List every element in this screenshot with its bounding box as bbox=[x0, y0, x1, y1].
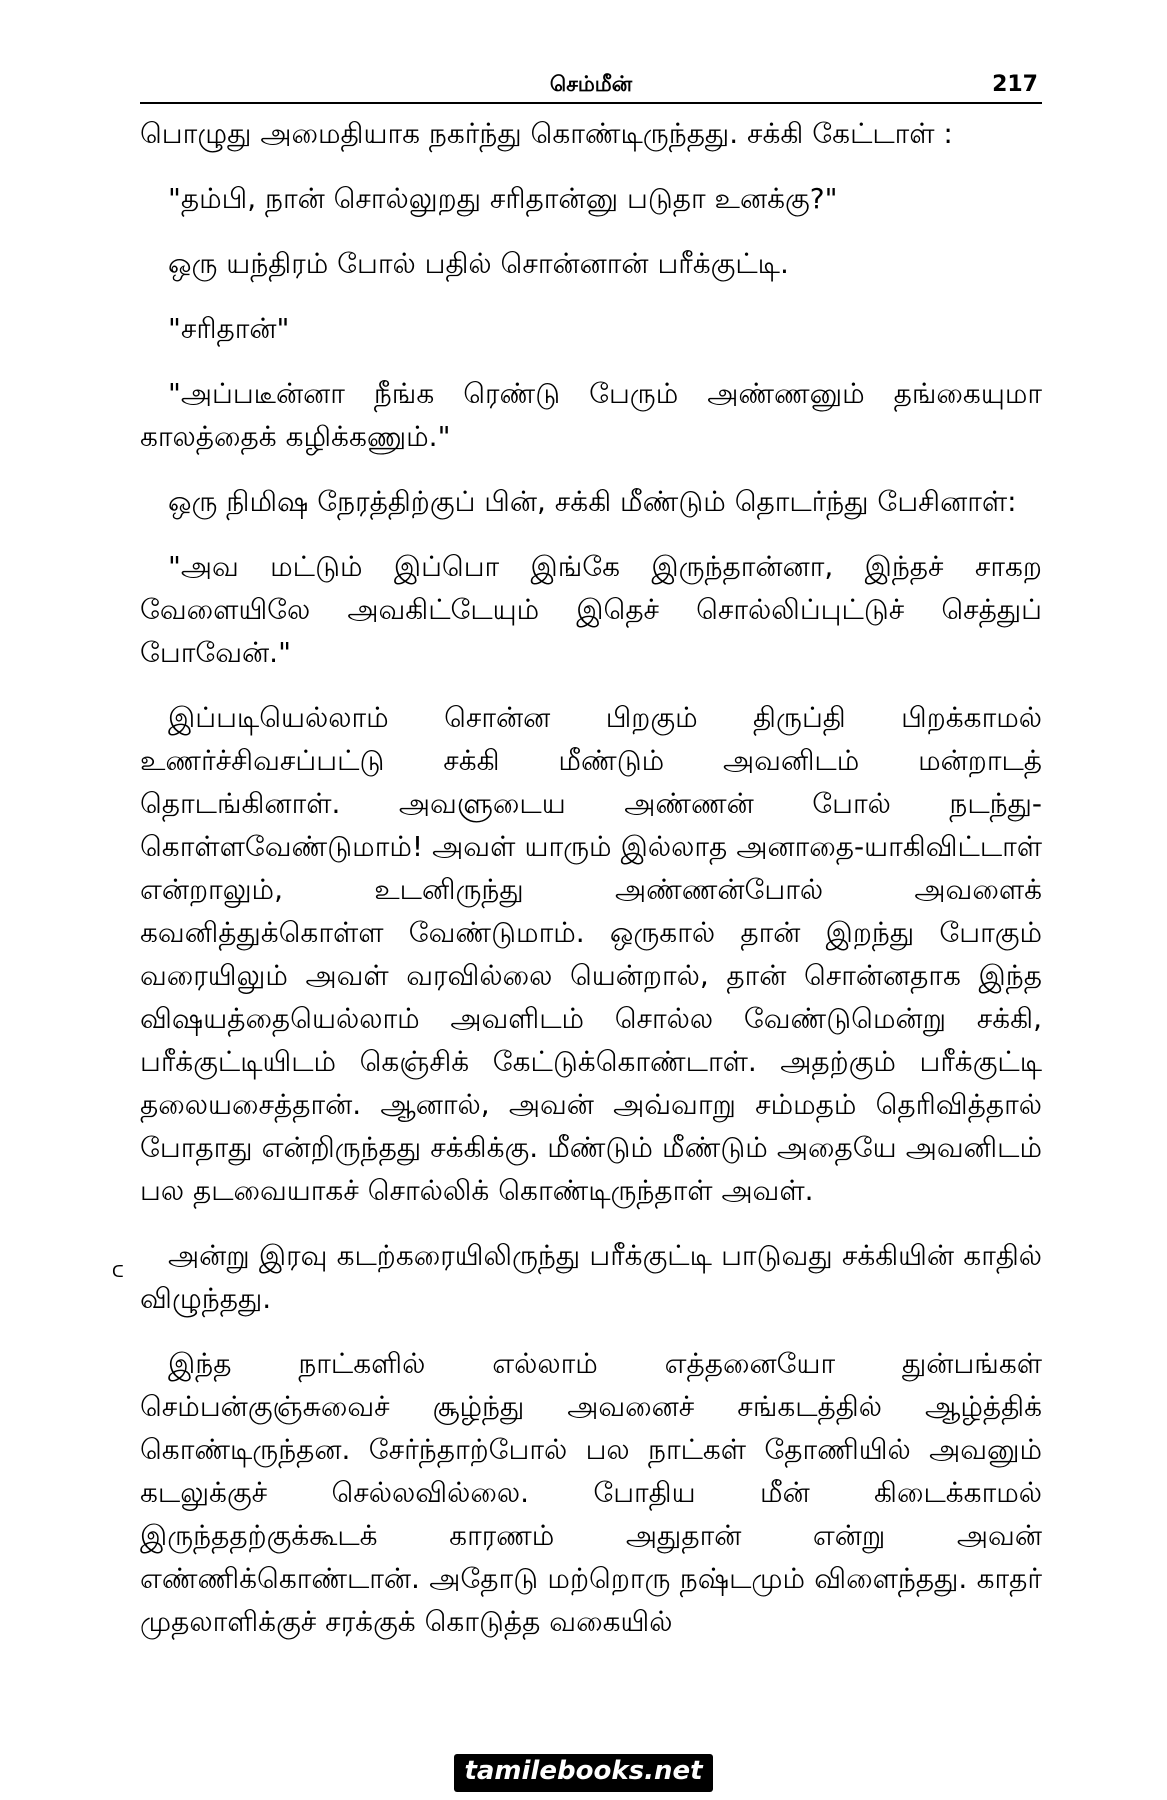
watermark bbox=[0, 1754, 1167, 1792]
watermark-label: tamilebooks.net bbox=[454, 1754, 712, 1792]
paragraph: ஒரு நிமிஷ நேரத்திற்குப் பின், சக்கி மீண்டும் தொடர்ந்து பேசினாள்: bbox=[168, 485, 1017, 518]
paragraph: இப்படியெல்லாம் சொன்ன பிறகும் திருப்தி பிறக்காமல் உணர்ச்சிவசப்பட்டு சக்கி மீண்டும் அவனிடம் மன்றாடத் தொடங்கினாள். அவளுடைய அண்ணன் போல் நடந்து-கொள்ளவேண்டுமாம்! அவள் யாரும் இல்லாத அனாதை-யாகிவிட்டாள் என்றாலும், உடனிருந்து அண்ணன்போல் அவளைக் கவனித்துக்கொள்ள வேண்டுமாம். ஒருகால் தான் இறந்து போகும் வரையிலும் அவள் வரவில்லை யென்றால், தான் சொன்னதாக இந்த விஷயத்தையெல்லாம் அவளிடம் சொல்ல வேண்டுமென்று சக்கி, பரீக்குட்டியிடம் கெஞ்சிக் கேட்டுக்கொண்டாள். அதற்கும் பரீக்குட்டி தலையசைத்தான். ஆனால், அவன் அவ்வாறு சம்மதம் தெரிவித்தால் போதாது என்றிருந்தது சக்கிக்கு. மீண்டும் மீண்டும் அதையே அவனிடம் பல தடவையாகச் சொல்லிக் கொண்டிருந்தாள் அவள். bbox=[140, 701, 1042, 1207]
page-number: 217 bbox=[992, 72, 1038, 97]
paragraph: இந்த நாட்களில் எல்லாம் எத்தனையோ துன்பங்கள் செம்பன்குஞ்சுவைச் சூழ்ந்து அவனைச் சங்கடத்தில் ஆழ்த்திக் கொண்டிருந்தன. சேர்ந்தாற்போல் பல நாட்கள் தோணியில் அவனும் கடலுக்குச் செல்லவில்லை. போதிய மீன் கிடைக்காமல் இருந்ததற்குக்கூடக் காரணம் அதுதான் என்று அவன் எண்ணிக்கொண்டான். அதோடு மற்றொரு நஷ்டமும் விளைந்தது. காதர் முதலாளிக்குச் சரக்குக் கொடுத்த வகையில் bbox=[140, 1347, 1042, 1638]
paragraph: அன்று இரவு கடற்கரையிலிருந்து பரீக்குட்டி பாடுவது சக்கியின் காதில் விழுந்தது. bbox=[140, 1239, 1042, 1315]
paragraph: "தம்பி, நான் சொல்லுறது சரிதான்னு படுதா உனக்கு?" bbox=[168, 182, 838, 215]
paragraph: பொழுது அமைதியாக நகர்ந்து கொண்டிருந்தது. சக்கி கேட்டாள் : bbox=[140, 117, 953, 150]
book-title: செம்மீன் bbox=[549, 72, 633, 96]
paragraph: "அப்படீன்னா நீங்க ரெண்டு பேரும் அண்ணனும் தங்கையுமா காலத்தைக் கழிக்கணும்." bbox=[140, 377, 1042, 453]
body-text bbox=[140, 112, 1042, 1665]
paragraph: "சரிதான்" bbox=[168, 312, 290, 345]
running-header bbox=[140, 72, 1042, 104]
paragraph: ஒரு யந்திரம் போல் பதில் சொன்னான் பரீக்குட்டி. bbox=[168, 247, 789, 280]
margin-mark: ᑕ bbox=[112, 1262, 124, 1281]
paragraph: "அவ மட்டும் இப்பொ இங்கே இருந்தான்னா, இந்தச் சாகற வேளையிலே அவகிட்டேயும் இதெச் சொல்லிப்புட்டுச் செத்துப் போவேன்." bbox=[140, 550, 1042, 669]
